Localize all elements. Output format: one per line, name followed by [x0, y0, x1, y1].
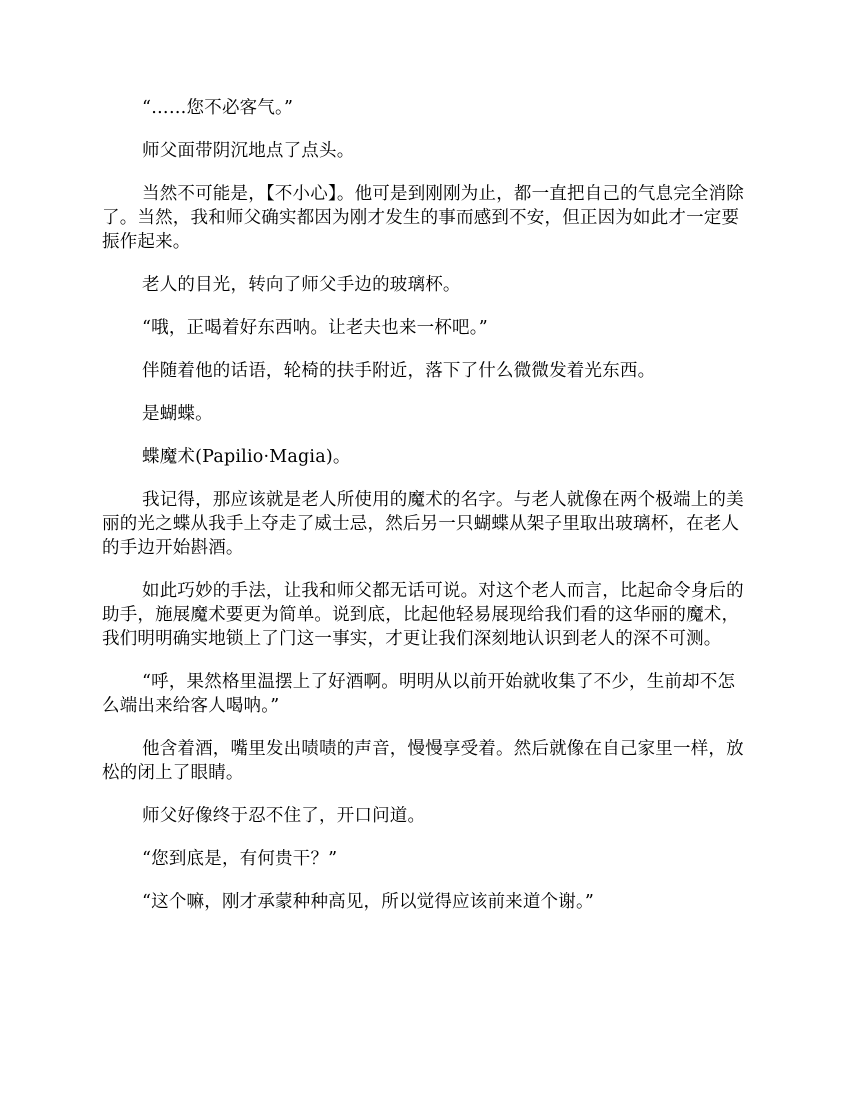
paragraph: “这个嘛，刚才承蒙种种高见，所以觉得应该前来道个谢。” — [142, 892, 595, 912]
paragraph: 老人的目光，转向了师父手边的玻璃杯。 — [142, 275, 461, 295]
document-page — [102, 96, 748, 933]
paragraph: “您到底是，有何贵干？” — [142, 849, 338, 869]
paragraph: 师父面带阴沉地点了点头。 — [142, 141, 355, 161]
paragraph: “……您不必客气。” — [142, 98, 294, 118]
paragraph: 他含着酒，嘴里发出啧啧的声音，慢慢享受着。然后就像在自己家里一样，放松的闭上了眼睛。 — [102, 739, 744, 783]
paragraph: 我记得，那应该就是老人所使用的魔术的名字。与老人就像在两个极端上的美丽的光之蝶从我手上夺走了威士忌，然后另一只蝴蝶从架子里取出玻璃杯，在老人的手边开始斟酒。 — [102, 490, 744, 558]
paragraph: 如此巧妙的手法，让我和师父都无话可说。对这个老人而言，比起命令身后的助手，施展魔术要更为简单。说到底，比起他轻易展现给我们看的这华丽的魔术，我们明明确实地锁上了门这一事实，才更让我们深刻地认识到老人的深不可测。 — [102, 581, 744, 649]
paragraph: “哦，正喝着好东西呐。让老夫也来一杯吧。” — [142, 318, 488, 338]
paragraph: “呼，果然格里温摆上了好酒啊。明明从以前开始就收集了不少，生前却不怎么端出来给客人喝呐。” — [102, 672, 736, 716]
paragraph: 蝶魔术(Papilio·Magia)。 — [142, 447, 351, 467]
paragraph: 是蝴蝶。 — [142, 404, 213, 424]
paragraph: 师父好像终于忍不住了，开口问道。 — [142, 806, 426, 826]
paragraph: 当然不可能是，【不小心】。他可是到刚刚为止，都一直把自己的气息完全消除了。当然，我和师父确实都因为刚才发生的事而感到不安，但正因为如此才一定要振作起来。 — [102, 184, 744, 252]
paragraph: 伴随着他的话语，轮椅的扶手附近，落下了什么微微发着光东西。 — [142, 361, 656, 381]
